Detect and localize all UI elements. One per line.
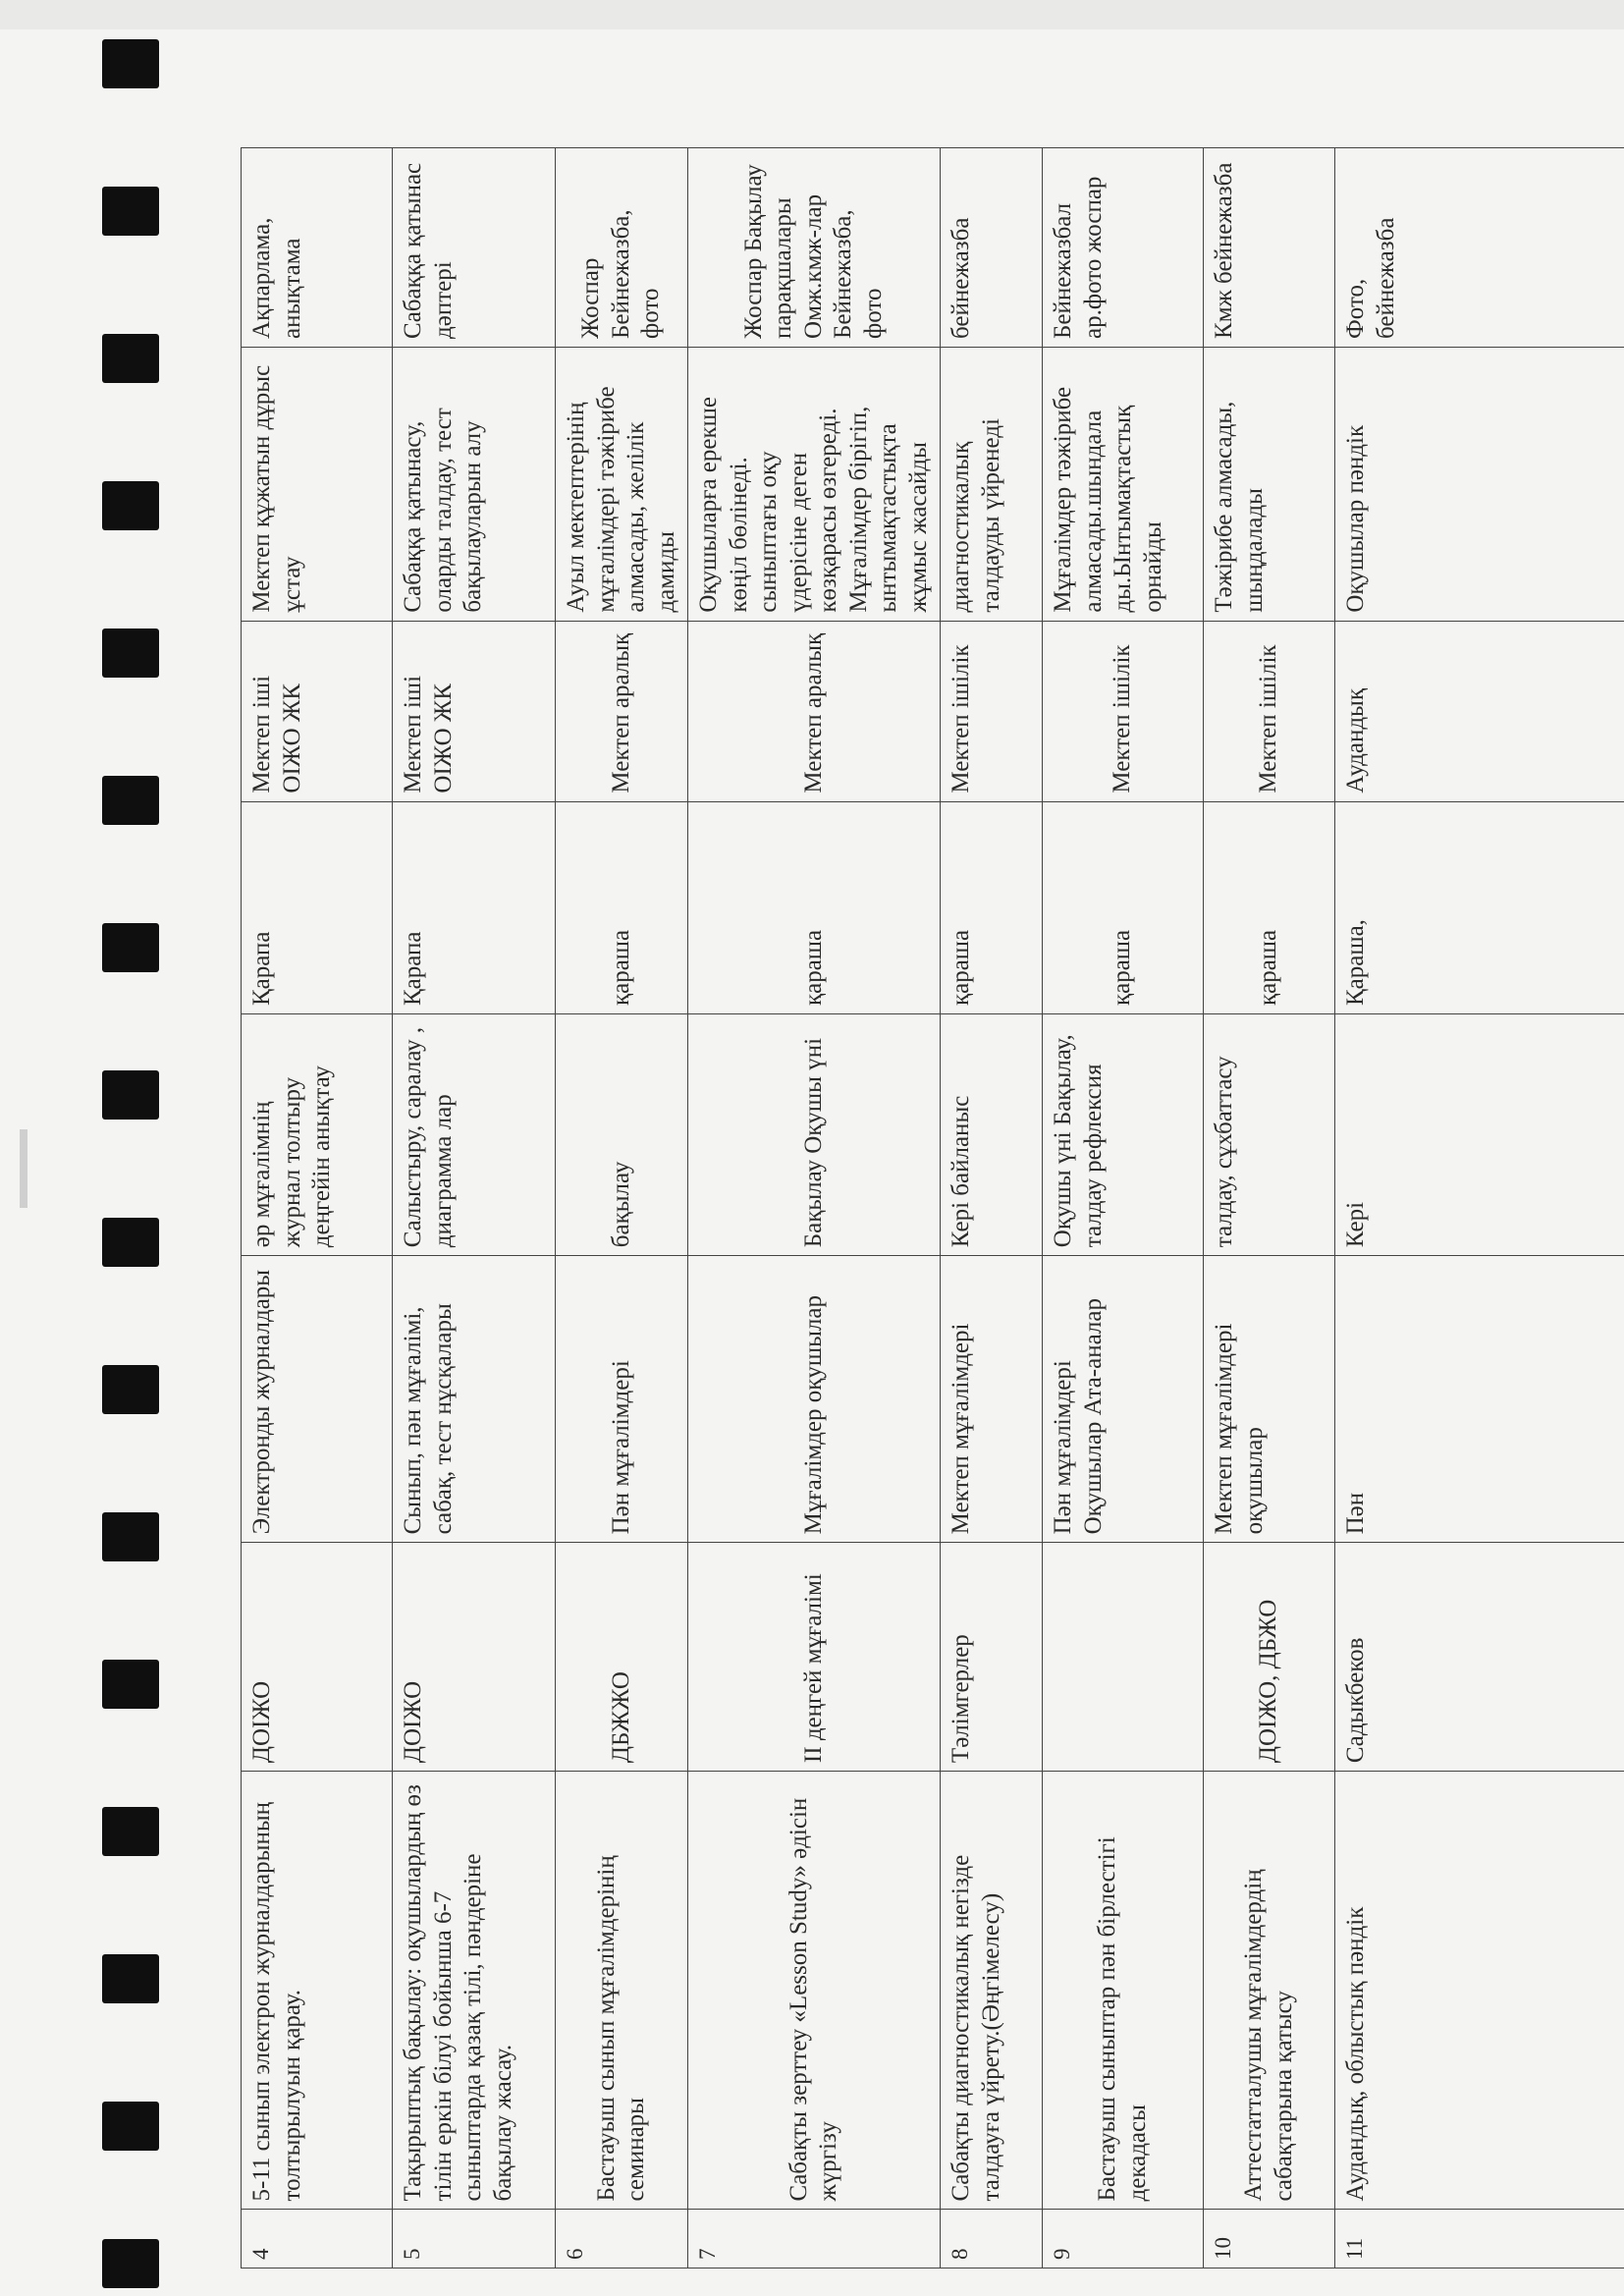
participants-cell: Пән мұғалімдері [556, 1256, 688, 1543]
binding-hole [102, 923, 159, 972]
event-cell: Бастауыш сыныптар пән бірлестігі декадасы [1043, 1772, 1204, 2210]
result-cell: Тәжірибе алмасады, шыңдалады [1204, 347, 1335, 621]
margin-mark [20, 1129, 27, 1208]
method-cell: Оқушы үні Бақылау, талдау рефлексия [1043, 1014, 1204, 1256]
row-number: 5 [393, 2210, 556, 2269]
binding-hole [102, 1070, 159, 1120]
output-cell: Жоспар Бейнежазба, фото [556, 148, 688, 348]
table-row [242, 148, 393, 2269]
output-cell: Ақпарлама, анықтама [242, 148, 393, 348]
responsible-cell: Тәлімгерлер [941, 1543, 1043, 1772]
method-cell: әр мұғалімнің журнал толтыру деңгейін анықтау [242, 1014, 393, 1256]
table-row [1335, 148, 1624, 2269]
event-cell: Аттестатталушы мұғалімдердің сабақтарына қатысу [1204, 1772, 1335, 2210]
participants-cell: Сынып, пән мұғалімі, сабақ, тест нұсқалары [393, 1256, 556, 1543]
output-cell: бейнежазба [941, 148, 1043, 348]
responsible-cell: ІІ деңгей мұғалімі [688, 1543, 941, 1772]
method-cell: талдау, сұхбаттасу [1204, 1014, 1335, 1256]
participants-cell: Мұғалімдер оқушылар [688, 1256, 941, 1543]
binding-hole [102, 1954, 159, 2003]
result-cell: Мұғалімдер тәжірибе алмасады.шындала ды.Ынтымақтастық орнайды [1043, 347, 1204, 621]
result-cell: Сабаққа қатынасу, оларды талдау, тест бақылауларын алу [393, 347, 556, 621]
event-cell: Бастауыш сынып мұғалімдерінің семинары [556, 1772, 688, 2210]
page-edge [0, 0, 1624, 29]
level-cell: Мектеп ішілік [1204, 621, 1335, 801]
responsible-cell: ДОІЖО, ДБЖО [1204, 1543, 1335, 1772]
form-cell: Қарапа [242, 801, 393, 1013]
row-number: 8 [941, 2210, 1043, 2269]
binding-hole [102, 1365, 159, 1414]
form-cell: қараша [556, 801, 688, 1013]
level-cell: Аудандық [1335, 621, 1624, 801]
binding-hole [102, 1512, 159, 1561]
method-cell: Кері байланыс [941, 1014, 1043, 1256]
level-cell: Мектеп іші ОІЖО ЖК [393, 621, 556, 801]
binding-hole [102, 1218, 159, 1267]
participants-cell: Мектеп мұғалімдері [941, 1256, 1043, 1543]
rotated-table-container [241, 147, 1624, 2269]
row-number: 10 [1204, 2210, 1335, 2269]
event-cell: 5-11 сынып электрон журналдарының толтырылуын қарау. [242, 1772, 393, 2210]
table-row [1204, 148, 1335, 2269]
form-cell: қараша [688, 801, 941, 1013]
table-row [941, 148, 1043, 2269]
form-cell: Қараша, [1335, 801, 1624, 1013]
participants-cell: Пән [1335, 1256, 1624, 1543]
method-cell: Бақылау Оқушы үні [688, 1014, 941, 1256]
form-cell: қараша [1043, 801, 1204, 1013]
method-cell: бақылау [556, 1014, 688, 1256]
method-cell: Кері [1335, 1014, 1624, 1256]
binding-hole [102, 187, 159, 236]
row-number: 9 [1043, 2210, 1204, 2269]
result-cell: Мектеп құжатын дұрыс ұстау [242, 347, 393, 621]
responsible-cell: ДОІЖО [242, 1543, 393, 1772]
table-row [393, 148, 556, 2269]
binding-hole [102, 1660, 159, 1709]
method-cell: Салыстыру, саралау , диаграмма лар [393, 1014, 556, 1256]
binding-hole [102, 1807, 159, 1856]
result-cell: Оқушыларға ерекше көңіл бөлінеді. сыныптағы оқу үдерісіне деген көзқарасы өзгереді. Мұғалімдер бірігіп, ынтымақтастықта жұмыс жасайды [688, 347, 941, 621]
responsible-cell: Садыкбеков [1335, 1543, 1624, 1772]
result-cell: диагностикалық талдауды үйренеді [941, 347, 1043, 621]
row-number: 6 [556, 2210, 688, 2269]
row-number: 4 [242, 2210, 393, 2269]
event-cell: Тақырыптық бақылау: оқушылардың өз тілін еркін білуі бойынша 6-7 сыныптарда қазақ тілі, пәндеріне бақылау жасау. [393, 1772, 556, 2210]
binding-hole [102, 629, 159, 678]
level-cell: Мектеп аралық [688, 621, 941, 801]
binding-hole [102, 776, 159, 825]
binding-hole [102, 2239, 159, 2288]
event-cell: Сабақты диагностикалық негізде талдауға үйрету.(Әңгімелесу) [941, 1772, 1043, 2210]
participants-cell: Мектеп мұғалімдері оқушылар [1204, 1256, 1335, 1543]
work-plan-table [241, 147, 1624, 2269]
row-number: 11 [1335, 2210, 1624, 2269]
output-cell: Кмж бейнежазба [1204, 148, 1335, 348]
output-cell: Фото, бейнежазба [1335, 148, 1624, 348]
participants-cell: Электронды журналдары [242, 1256, 393, 1543]
result-cell: Оқушылар пәндік [1335, 347, 1624, 621]
binding-hole [102, 2102, 159, 2151]
table-row [1043, 148, 1204, 2269]
output-cell: Сабаққа қатынас дәптері [393, 148, 556, 348]
responsible-cell: ДОІЖО [393, 1543, 556, 1772]
responsible-cell: ДБЖЖО [556, 1543, 688, 1772]
spiral-binding [90, 39, 189, 2296]
table-row [556, 148, 688, 2269]
event-cell: Сабақты зерттеу «Lesson Study» әдісін жүргізу [688, 1772, 941, 2210]
participants-cell: Пән мұғалімдері Оқушылар Ата-аналар [1043, 1256, 1204, 1543]
form-cell: қараша [941, 801, 1043, 1013]
responsible-cell [1043, 1543, 1204, 1772]
event-cell: Аудандық, облыстық пәндік [1335, 1772, 1624, 2210]
output-cell: Жоспар Бақылау парақшалары Омж.кмж-лар Бейнежазба, фото [688, 148, 941, 348]
table-row [688, 148, 941, 2269]
row-number: 7 [688, 2210, 941, 2269]
binding-hole [102, 481, 159, 530]
binding-hole [102, 334, 159, 383]
form-cell: қараша [1204, 801, 1335, 1013]
form-cell: Қарапа [393, 801, 556, 1013]
level-cell: Мектеп ішілік [941, 621, 1043, 801]
level-cell: Мектеп іші ОІЖО ЖК [242, 621, 393, 801]
binding-hole [102, 39, 159, 88]
level-cell: Мектеп аралық [556, 621, 688, 801]
result-cell: Ауыл мектептерінің мұғалімдері тәжірибе алмасады, желілік дамиды [556, 347, 688, 621]
level-cell: Мектеп ішілік [1043, 621, 1204, 801]
output-cell: Бейнежазбал ар.фото жоспар [1043, 148, 1204, 348]
